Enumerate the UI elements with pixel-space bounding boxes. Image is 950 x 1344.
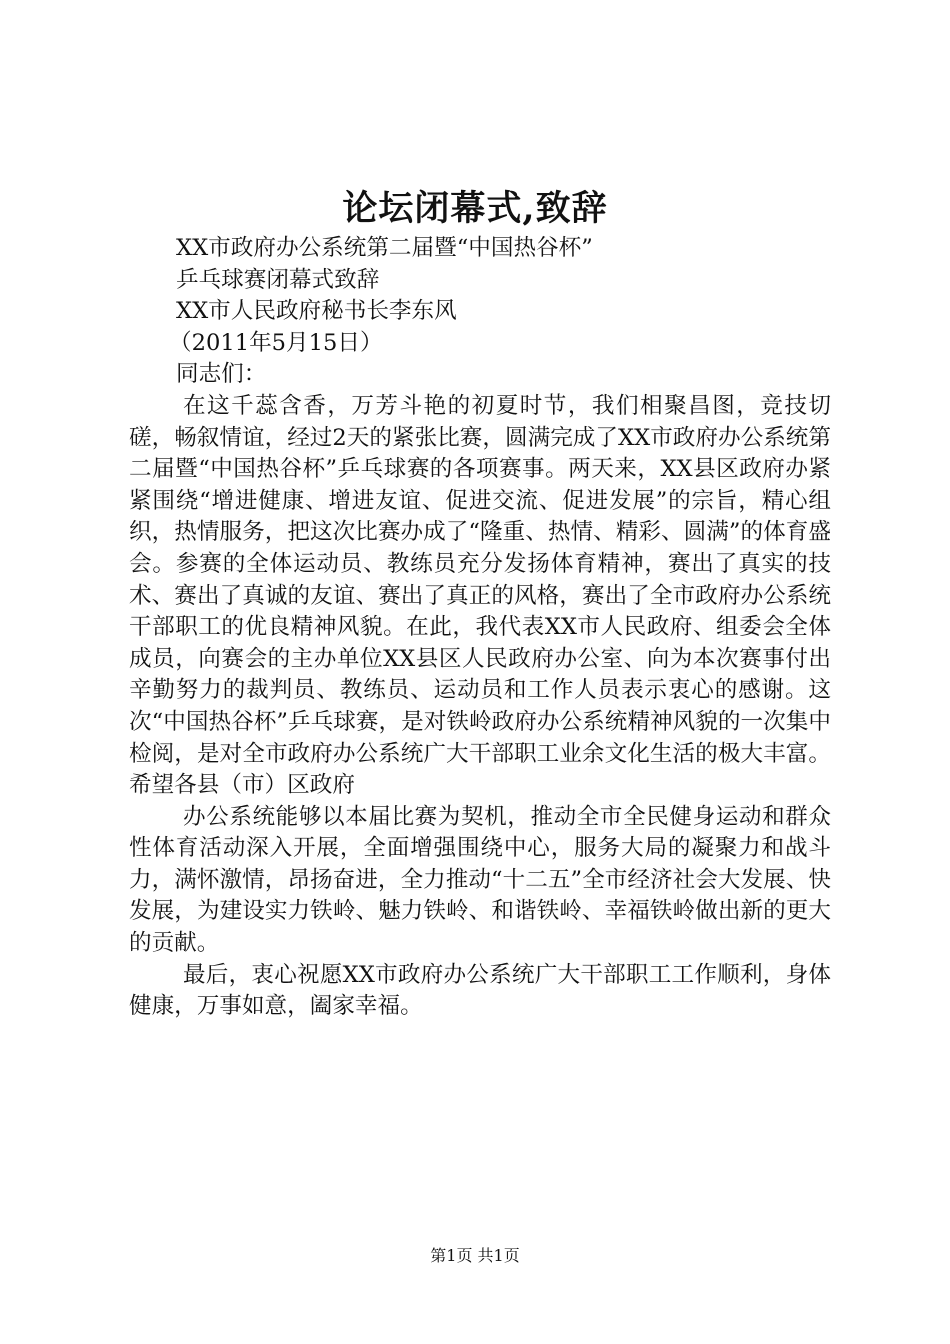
paragraph: 办公系统能够以本届比赛为契机，推动全市全民健身运动和群众性体育活动深入开展，全面增强围绕中心，服务大局的凝聚力和战斗力，满怀激情，昂扬奋进，全力推动“十二五”全市经济社会大发展、快发展，为建设实力铁岭、魅力铁岭、和谐铁岭、幸福铁岭做出新的更大的贡献。 bbox=[129, 803, 831, 957]
header-line-date: （2011年5月15日） bbox=[169, 329, 383, 356]
header-line-event: 乒乓球赛闭幕式致辞 bbox=[176, 266, 380, 293]
paragraph: 在这千蕊含香，万芳斗艳的初夏时节，我们相聚昌图，竞技切磋，畅叙情谊，经过2天的紧张比赛，圆满完成了XX市政府办公系统第二届暨“中国热谷杯”乒乓球赛的各项赛事。两天来，XX县区政府办紧紧围绕“增进健康、增进友谊、促进交流、促进发展”的宗旨，精心组织，热情服务，把这次比赛办成了“隆重、热情、精彩、圆满”的体育盛会。参赛的全体运动员、教练员充分发扬体育精神，赛出了真实的技术、赛出了真诚的友谊、赛出了真正的风格，赛出了全市政府办公系统干部职工的优良精神风貌。在此，我代表XX市人民政府、组委会全体成员，向赛会的主办单位XX县区人民政府办公室、向为本次赛事付出辛勤努力的裁判员、教练员、运动员和工作人员表示衷心的感谢。这次“中国热谷杯”乒乓球赛，是对铁岭政府办公系统精神风貌的一次集中检阅，是对全市政府办公系统广大干部职工业余文化生活的极大丰富。希望各县（市）区政府 bbox=[129, 392, 831, 799]
paragraph: 最后，衷心祝愿XX市政府办公系统广大干部职工工作顺利，身体健康，万事如意，阖家幸福。 bbox=[129, 961, 831, 1020]
document-title: 论坛闭幕式,致辞 bbox=[342, 188, 608, 229]
header-line-speaker: XX市人民政府秘书长李东风 bbox=[176, 298, 457, 325]
document-body bbox=[129, 233, 831, 1023]
page-footer: 第1页 共1页 bbox=[430, 1246, 520, 1265]
header-line-organization: XX市政府办公系统第二届暨“中国热谷杯” bbox=[176, 235, 593, 261]
header-line-salutation: 同志们： bbox=[176, 361, 267, 388]
